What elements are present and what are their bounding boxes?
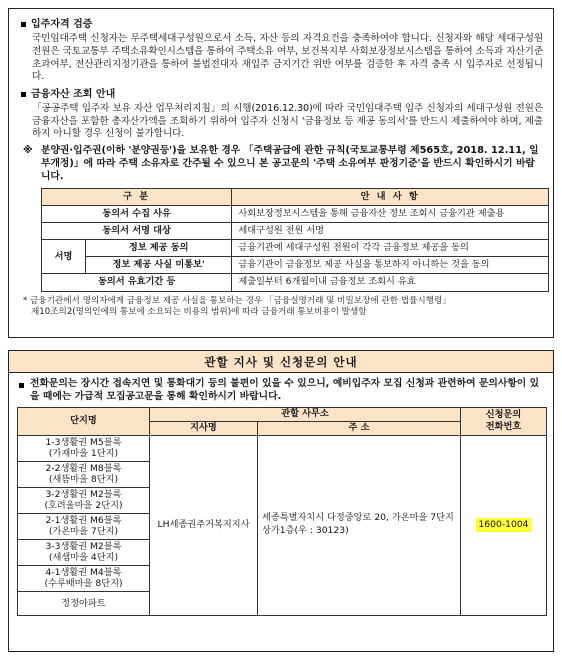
finance-body: 「공공주택 입주자 보유 자산 업무처리지침」의 시행(2016.12.30)에 따라 국민임대주택 입주 신청자의 세대구성원 전원은 금융자산을 포함한 총자산가액을 조회하기 위하여 입주자 신청시 '금융정보 등 제공 동의서'를 반드시 제출하여야 하며, 제출하지 아니할 경우 신청이 불가합니다. xyxy=(32,103,543,140)
complex-cell xyxy=(18,539,150,565)
complex-village: (가온마을 7단지) xyxy=(48,526,119,538)
header-phone-line1: 신청문의 xyxy=(485,409,522,421)
row-label: 서명 xyxy=(42,240,86,274)
complex-cell xyxy=(18,487,150,513)
complex-village: (수루배마을 8단지) xyxy=(44,578,123,590)
row-value: 금융기관에 세대구성원 전원이 각각 금융정보 제공을 동의 xyxy=(232,240,549,257)
complex-village: (새샘마을 4단지) xyxy=(48,552,119,564)
row-label: 동의서 수집 사유 xyxy=(42,205,232,222)
table-header-row xyxy=(42,188,549,205)
qualification-body: 국민임대주택 신청자는 무주택세대구성원으로서 소득, 자산 등의 자격요건을 충족하여야 합니다. 신청자와 해당 세대구성원 전원은 국토교통부 주택소유확인시스템을 통하여 주택소유 여부, 보건복지부 사회보장정보시스템을 통하여 소득과 자산기준 초과여부, 전산관리지정기관을 통하여 불법전대자 재입주 금지기간 위반 여부를 검증한 후 자격 충족 시 입주자로 선정됩니다. xyxy=(32,33,543,83)
complex-village: (가재마을 1단지) xyxy=(48,448,119,460)
complex-cell xyxy=(18,461,150,487)
complex-name: 2-2생활권 M8블록 xyxy=(45,462,122,474)
office-contact-box xyxy=(8,350,554,652)
footnote-line-1: * 금융기관에서 명의자에게 금융정보 제공 사실을 통보하는 경우 「금융실명거래 및 비밀보장에 관한 법률시행령」 xyxy=(23,295,451,306)
table-row xyxy=(42,274,549,291)
table-row xyxy=(42,205,549,222)
section-title: 관할 지사 및 신청문의 안내 xyxy=(9,351,553,373)
phone-warning xyxy=(9,373,553,407)
bullet-square-icon xyxy=(21,22,26,27)
complex-name: 3-2생활권 M2블록 xyxy=(45,488,122,500)
complex-village: (호려울마을 2단지) xyxy=(44,500,123,512)
presale-notice xyxy=(21,145,543,184)
finance-heading-text: 금융자산 조회 안내 xyxy=(31,88,116,100)
consent-info-table xyxy=(41,188,549,292)
footnote-line-2: 제10조의2(명의인에의 통보에 소요되는 비용의 범위)에 따라 금융거래 통보비용이 발생함 xyxy=(31,306,367,317)
row-sublabel: 정보 제공 동의 xyxy=(86,240,232,257)
row-label: 동의서 유효기간 등 xyxy=(42,274,232,291)
row-label: 동의서 서명 대상 xyxy=(42,223,232,240)
qualification-section xyxy=(21,18,543,84)
table-row xyxy=(18,435,547,461)
complex-cell xyxy=(18,435,150,461)
complex-name: 3-3생활권 M2블록 xyxy=(45,540,122,552)
header-phone-line2: 전화번호 xyxy=(485,421,522,433)
row-value: 제출일부터 6개월이내 금융정보 조회시 유효 xyxy=(232,274,549,291)
finance-section xyxy=(21,88,543,141)
qualification-heading-text: 입주자격 검증 xyxy=(31,19,93,30)
row-value: 사회보장정보시스템을 통해 금융자산 정보 조회시 금융기관 제출용 xyxy=(232,205,549,222)
header-guidance: 안 내 사 항 xyxy=(232,188,549,205)
footnote xyxy=(21,296,543,319)
branch-cell: LH세종권주거복지지사 xyxy=(150,435,258,615)
header-category: 구 분 xyxy=(42,188,232,205)
phone-number[interactable]: 1600-1004 xyxy=(476,518,530,532)
table-row xyxy=(42,257,549,274)
address-line2: 상가1층(우 : 30123) xyxy=(262,525,349,537)
header-office: 관할 사무소 xyxy=(150,407,461,421)
complex-cell xyxy=(18,565,150,591)
complex-cell xyxy=(18,591,150,615)
qualification-heading xyxy=(21,18,543,31)
table-row xyxy=(42,223,549,240)
complex-name: 정정아파트 xyxy=(61,597,106,609)
reference-mark-icon: ※ xyxy=(23,144,33,156)
row-value: 세대구성원 전원 서명 xyxy=(232,223,549,240)
complex-cell xyxy=(18,513,150,539)
bullet-square-icon xyxy=(21,92,26,97)
bullet-square-icon xyxy=(19,383,24,388)
complex-name: 4-1생활권 M4블록 xyxy=(45,566,122,578)
header-branch: 지사명 xyxy=(150,421,258,435)
eligibility-info-box xyxy=(8,8,554,338)
header-phone xyxy=(461,407,547,435)
header-complex: 단지명 xyxy=(18,407,150,435)
finance-heading xyxy=(21,88,543,101)
presale-notice-text: 분양권·입주권(이하 '분양권등')을 보유한 경우 「주택공급에 관한 규칙(국토교통부령 제565호, 2018. 12.11, 일부개정)」에 따라 주택 소유자로 간주될 수 있으니 본 공고문의 '주택 소유여부 판정기준'을 반드시 확인하시기 바랍니다. xyxy=(41,144,539,182)
complex-name: 2-1생활권 M6블록 xyxy=(45,514,122,526)
address-line1: 세종특별자치시 다정중앙로 20, 가온마을 7단지 xyxy=(262,512,454,524)
table-row xyxy=(42,240,549,257)
row-sublabel: 정보 제공 사실 미통보' xyxy=(86,257,232,274)
complex-village: (새뜸마을 8단지) xyxy=(48,474,119,486)
header-address: 주 소 xyxy=(258,421,461,435)
complex-name: 1-3생활권 M5블록 xyxy=(45,436,122,448)
office-table xyxy=(17,407,547,616)
address-cell xyxy=(258,435,461,615)
phone-warning-text: 전화문의는 장시간 접속지연 및 통화대기 등의 불편이 있을 수 있으니, 예비입주자 모집 신청과 관련하여 문의사항이 있을 때에는 가급적 모집공고문을 통해 확인하시기 바랍니다. xyxy=(30,378,540,402)
row-value: 금융기관이 금융정보 제공 사실을 통보하지 아니하는 것을 동의 xyxy=(232,257,549,274)
phone-cell xyxy=(461,435,547,615)
table-header-row xyxy=(18,407,547,421)
